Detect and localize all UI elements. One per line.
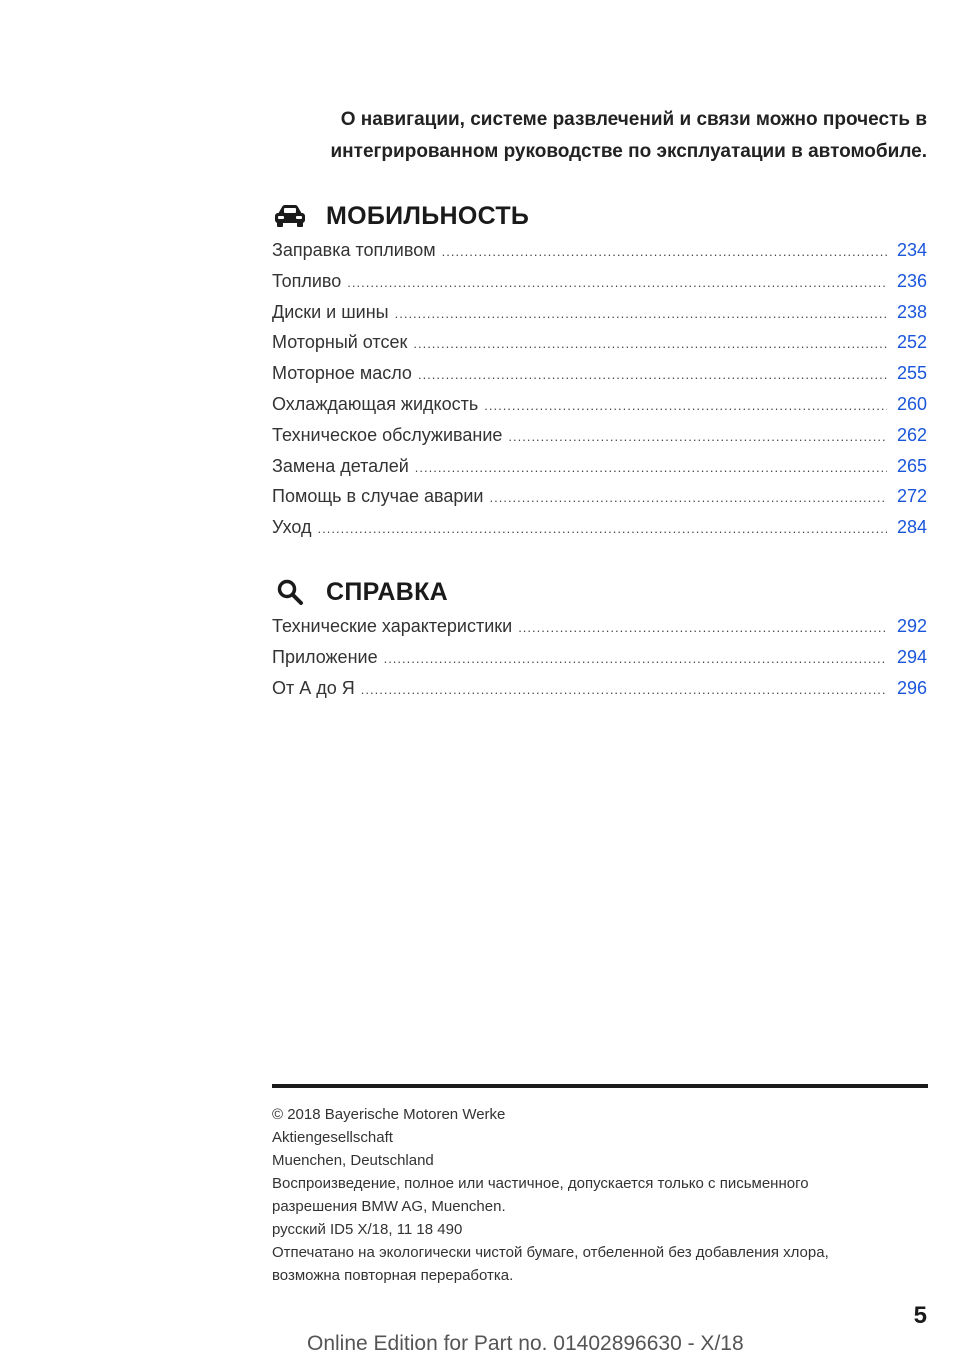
- toc-page-link[interactable]: 234: [896, 240, 927, 260]
- section-title: МОБИЛЬНОСТЬ: [326, 201, 530, 230]
- toc-entry-label: Моторное масло: [272, 363, 412, 384]
- toc-page-link[interactable]: 296: [896, 677, 927, 698]
- toc-entry[interactable]: [272, 332, 927, 363]
- car-icon: [272, 201, 308, 231]
- toc-entry-label: Заправка топливом: [272, 240, 436, 260]
- section-mobility: [272, 196, 927, 548]
- toc-page-link[interactable]: 284: [896, 517, 927, 538]
- dot-leader: [347, 275, 887, 290]
- dot-leader: [318, 521, 887, 536]
- imprint-block: [272, 1103, 928, 1287]
- intro-line-2: интегрированном руководстве по эксплуатации в автомобиле.: [330, 141, 927, 162]
- divider-rule: [272, 1084, 928, 1088]
- dot-leader: [418, 367, 887, 382]
- imprint-line: Отпечатано на экологически чистой бумаге, отбеленной без добавления хлора,: [272, 1244, 829, 1261]
- toc-entry-label: Технические характеристики: [272, 616, 513, 636]
- toc-entry[interactable]: [272, 456, 927, 487]
- dot-leader: [518, 620, 887, 635]
- toc-entry[interactable]: [272, 271, 927, 302]
- toc-page-link[interactable]: 238: [896, 301, 927, 322]
- toc-page-link[interactable]: 236: [896, 270, 927, 291]
- imprint-line: Muenchen, Deutschland: [272, 1152, 434, 1169]
- section-heading: [272, 572, 927, 612]
- intro-line-1: О навигации, системе развлечений и связи можно прочесть в: [340, 109, 927, 130]
- toc-entry-label: Техническое обслуживание: [272, 424, 503, 445]
- toc-entry-label: От А до Я: [272, 677, 355, 698]
- imprint-line: возможна повторная переработка.: [272, 1267, 514, 1284]
- imprint-line: разрешения BMW AG, Muenchen.: [272, 1198, 506, 1215]
- toc-entry-label: Замена деталей: [272, 455, 409, 476]
- dot-leader: [361, 682, 887, 697]
- section-title: СПРАВКА: [326, 577, 449, 606]
- toc-page-link[interactable]: 260: [896, 393, 927, 414]
- toc-entry-label: Топливо: [272, 270, 342, 291]
- dot-leader: [395, 306, 887, 321]
- toc-entry[interactable]: [272, 240, 927, 271]
- toc-entry-label: Моторный отсек: [272, 332, 408, 353]
- toc-entry[interactable]: [272, 616, 927, 647]
- toc-page-link[interactable]: 255: [896, 363, 927, 384]
- toc-page-link[interactable]: 252: [896, 332, 927, 353]
- toc-entry-label: Диски и шины: [272, 301, 389, 322]
- toc-entry-label: Уход: [272, 517, 312, 538]
- page-number: 5: [913, 1302, 927, 1329]
- toc-page-link[interactable]: 294: [896, 646, 927, 667]
- search-icon: [272, 577, 308, 607]
- toc-entry[interactable]: [272, 363, 927, 394]
- dot-leader: [413, 336, 887, 351]
- toc-entry[interactable]: [272, 425, 927, 456]
- imprint-line: Воспроизведение, полное или частичное, допускается только с письменного: [272, 1175, 809, 1192]
- toc-entry[interactable]: [272, 647, 927, 678]
- toc-page-link[interactable]: 292: [896, 616, 927, 636]
- imprint-line: © 2018 Bayerische Motoren Werke: [272, 1106, 506, 1123]
- section-reference: [272, 572, 927, 708]
- toc-entry[interactable]: [272, 302, 927, 333]
- toc-entry[interactable]: [272, 486, 927, 517]
- toc-entry-label: Охлаждающая жидкость: [272, 393, 479, 414]
- toc-page-link[interactable]: 265: [896, 455, 927, 476]
- toc-list-reference: [272, 616, 927, 708]
- toc-page-link[interactable]: 262: [896, 424, 927, 445]
- intro-note: [247, 104, 927, 168]
- dot-leader: [490, 490, 888, 505]
- toc-list-mobility: [272, 240, 927, 548]
- toc-entry[interactable]: [272, 517, 927, 548]
- dot-leader: [508, 429, 887, 444]
- toc-entry-label: Помощь в случае аварии: [272, 486, 484, 507]
- dot-leader: [384, 651, 887, 666]
- section-heading: [272, 196, 927, 236]
- imprint-line: Aktiengesellschaft: [272, 1129, 393, 1146]
- footer-banner: Online Edition for Part no. 01402896630 - X/18: [307, 1332, 744, 1355]
- toc-page-link[interactable]: 272: [896, 486, 927, 507]
- toc-entry[interactable]: [272, 678, 927, 709]
- dot-leader: [442, 244, 887, 259]
- toc-entry[interactable]: [272, 394, 927, 425]
- dot-leader: [415, 460, 887, 475]
- toc-entry-label: Приложение: [272, 646, 378, 667]
- imprint-line: русский ID5 X/18, 11 18 490: [272, 1221, 463, 1238]
- dot-leader: [484, 398, 887, 413]
